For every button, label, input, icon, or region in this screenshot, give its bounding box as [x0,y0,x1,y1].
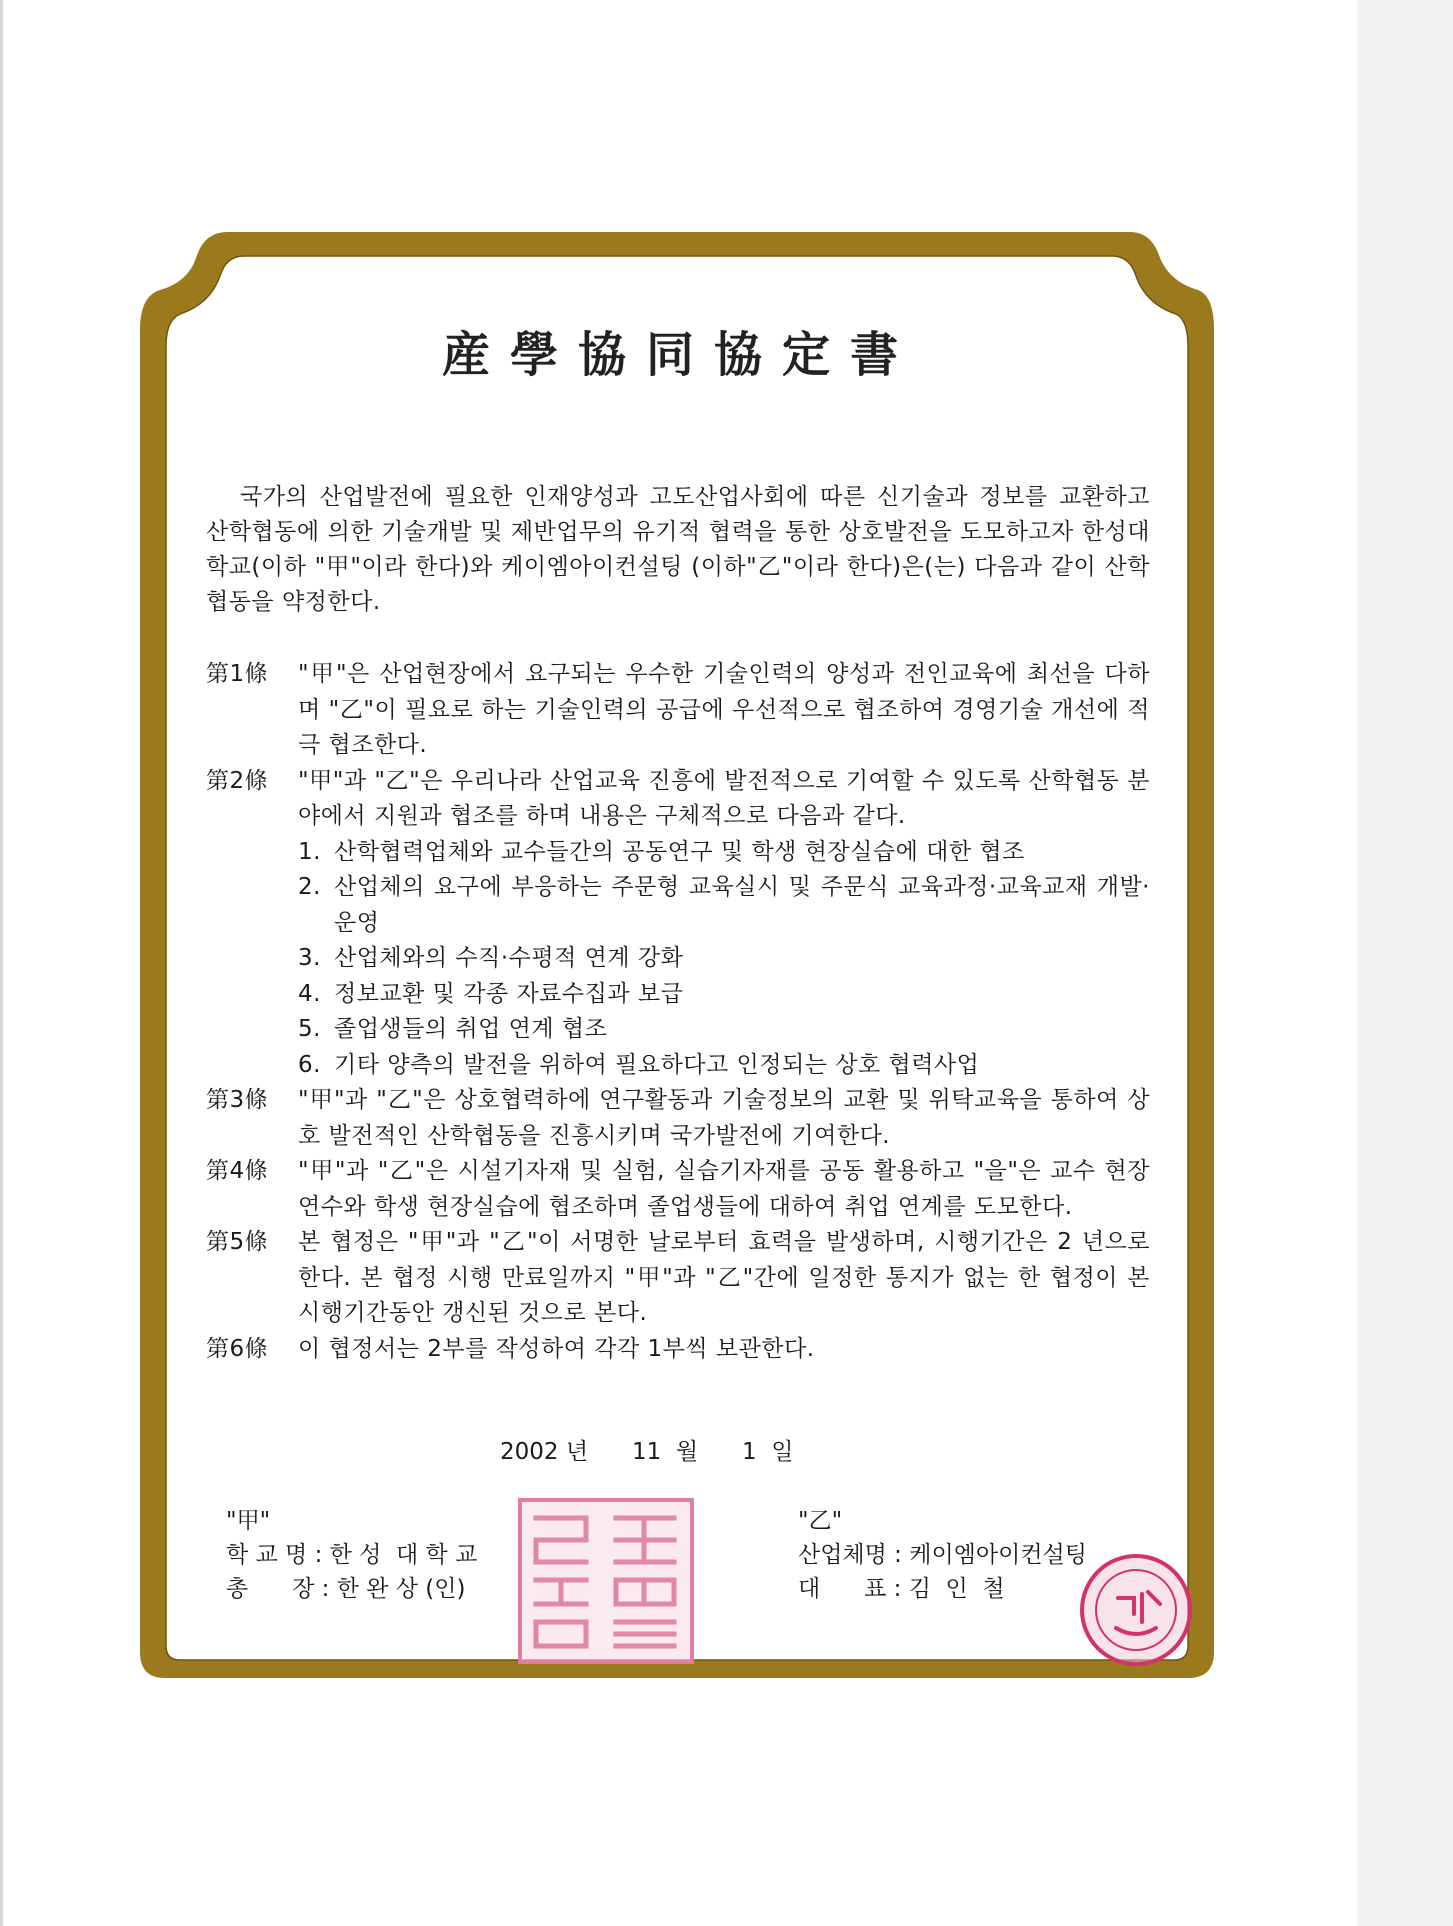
date-year-unit: 년 [565,1439,589,1465]
article-text: 본 협정은 "甲"과 "乙"이 서명한 날로부터 효력을 발생하며, 시행기간은 2 년으로 한다. 본 협정 시행 만료일까지 "甲"과 "乙"간에 일정한 통지가 없는 한 협정이 본 시행기간동안 갱신된 것으로 본다. [298,1229,1150,1326]
article-1 [206,657,1150,764]
list-item-text: 산학협력업체와 교수들간의 공동연구 및 학생 현장실습에 대한 협조 [334,838,1025,865]
list-item-number: 5. [298,1016,321,1042]
date-day-unit: 일 [771,1439,794,1465]
list-item-text: 정보교환 및 각종 자료수집과 보급 [334,980,684,1007]
party-b-name: 케이엠아이컨설팅 [909,1542,1087,1568]
party-b-block [798,1504,1087,1606]
party-b-head-label: 대 표 : [798,1576,902,1602]
article-2 [206,764,1150,1084]
article-label: 第4條 [206,1158,269,1184]
list-item-text: 졸업생들의 취업 연계 협조 [334,1016,608,1042]
company-seal-stamp [1078,1552,1194,1668]
article-5 [206,1225,1150,1332]
list-item [298,977,1150,1013]
party-b-head-row [798,1572,1087,1606]
article-text: "甲"과 "乙"은 상호협력하에 연구활동과 기술정보의 교환 및 위탁교육을 통하여 상호 발전적인 산학협동을 진흥시키며 국가발전에 기여한다. [298,1087,1150,1149]
list-item [298,1012,1150,1048]
list-item [298,941,1150,977]
article-6 [206,1332,1150,1368]
list-item-number: 4. [298,980,321,1007]
list-item-text: 산업체의 요구에 부응하는 주문형 교육실시 및 주문식 교육과정·교육교재 개발·운영 [334,874,1150,936]
article-text: 이 협정서는 2부를 작성하여 각각 1부씩 보관한다. [298,1335,815,1362]
article-4 [206,1154,1150,1225]
party-a-tag: "甲" [226,1508,271,1534]
list-item [298,870,1150,941]
article-text: "甲"과 "乙"은 시설기자재 및 실험, 실습기자재를 공동 활용하고 "을"은 교수 현장연수와 학생 현장실습에 협조하며 졸업생들에 대하여 취업 연계를 도모한다. [298,1158,1150,1220]
list-item-number: 6. [298,1051,321,1078]
date-month-unit: 월 [675,1439,699,1465]
university-seal-stamp [516,1496,696,1666]
article-text: "甲"과 "乙"은 우리나라 산업교육 진흥에 발전적으로 기여할 수 있도록 산학협동 분야에서 지원과 협조를 하며 내용은 구체적으로 다음과 같다. [298,767,1150,829]
list-item [298,835,1150,871]
list-item-text: 기타 양측의 발전을 위하여 필요하다고 인정되는 상호 협력사업 [334,1051,980,1078]
party-b-name-row [798,1538,1087,1572]
party-a-head-label: 총 장 : [226,1576,330,1602]
date-year: 2002 [500,1439,559,1465]
date-month: 11 [631,1439,662,1465]
list-item-number: 1. [298,838,321,865]
date-day: 1 [741,1439,757,1465]
party-b-head: 김 인 철 [908,1576,1005,1602]
list-item-number: 3. [298,945,321,971]
party-a-head: 한 완 상 (인) [336,1576,466,1602]
party-a-block [226,1504,477,1606]
list-item-number: 2. [298,874,321,900]
party-a-name-row [226,1538,477,1572]
article-label: 第5條 [206,1229,269,1255]
article-text: "甲"은 산업현장에서 요구되는 우수한 기술인력의 양성과 전인교육에 최선을 다하며 "乙"이 필요로 하는 기술인력의 공급에 우선적으로 협조하여 경영기술 개선에 적극 협조한다. [298,661,1150,758]
intro-paragraph: 국가의 산업발전에 필요한 인재양성과 고도산업사회에 따른 신기술과 정보를 교환하고 산학협동에 의한 기술개발 및 제반업무의 유기적 협력을 통한 상호발전을 도모하고자 한성대학교(이하 "甲"이라 한다)와 케이엠아이컨설팅 (이하"乙"이라 한다)은(는) 다음과 같이 산학협동을 약정한다. [206,484,1150,615]
article-2-items [298,835,1150,1084]
party-a-name: 한 성 대 학 교 [329,1542,478,1568]
article-label: 第2條 [206,767,269,794]
party-a-head-row [226,1572,477,1606]
list-item [298,1048,1150,1084]
party-a-name-label: 학 교 명 : [226,1542,323,1568]
article-label: 第6條 [206,1335,269,1362]
document-title: 産學協同協定書 [441,327,918,383]
articles-section [206,657,1150,1367]
list-item-text: 산업체와의 수직·수평적 연계 강화 [334,945,684,971]
article-label: 第3條 [206,1087,269,1113]
article-label: 第1條 [206,661,269,687]
party-b-tag: "乙" [798,1508,843,1534]
agreement-date [500,1434,900,1470]
article-3 [206,1083,1150,1154]
party-b-name-label: 산업체명 : [798,1542,902,1568]
